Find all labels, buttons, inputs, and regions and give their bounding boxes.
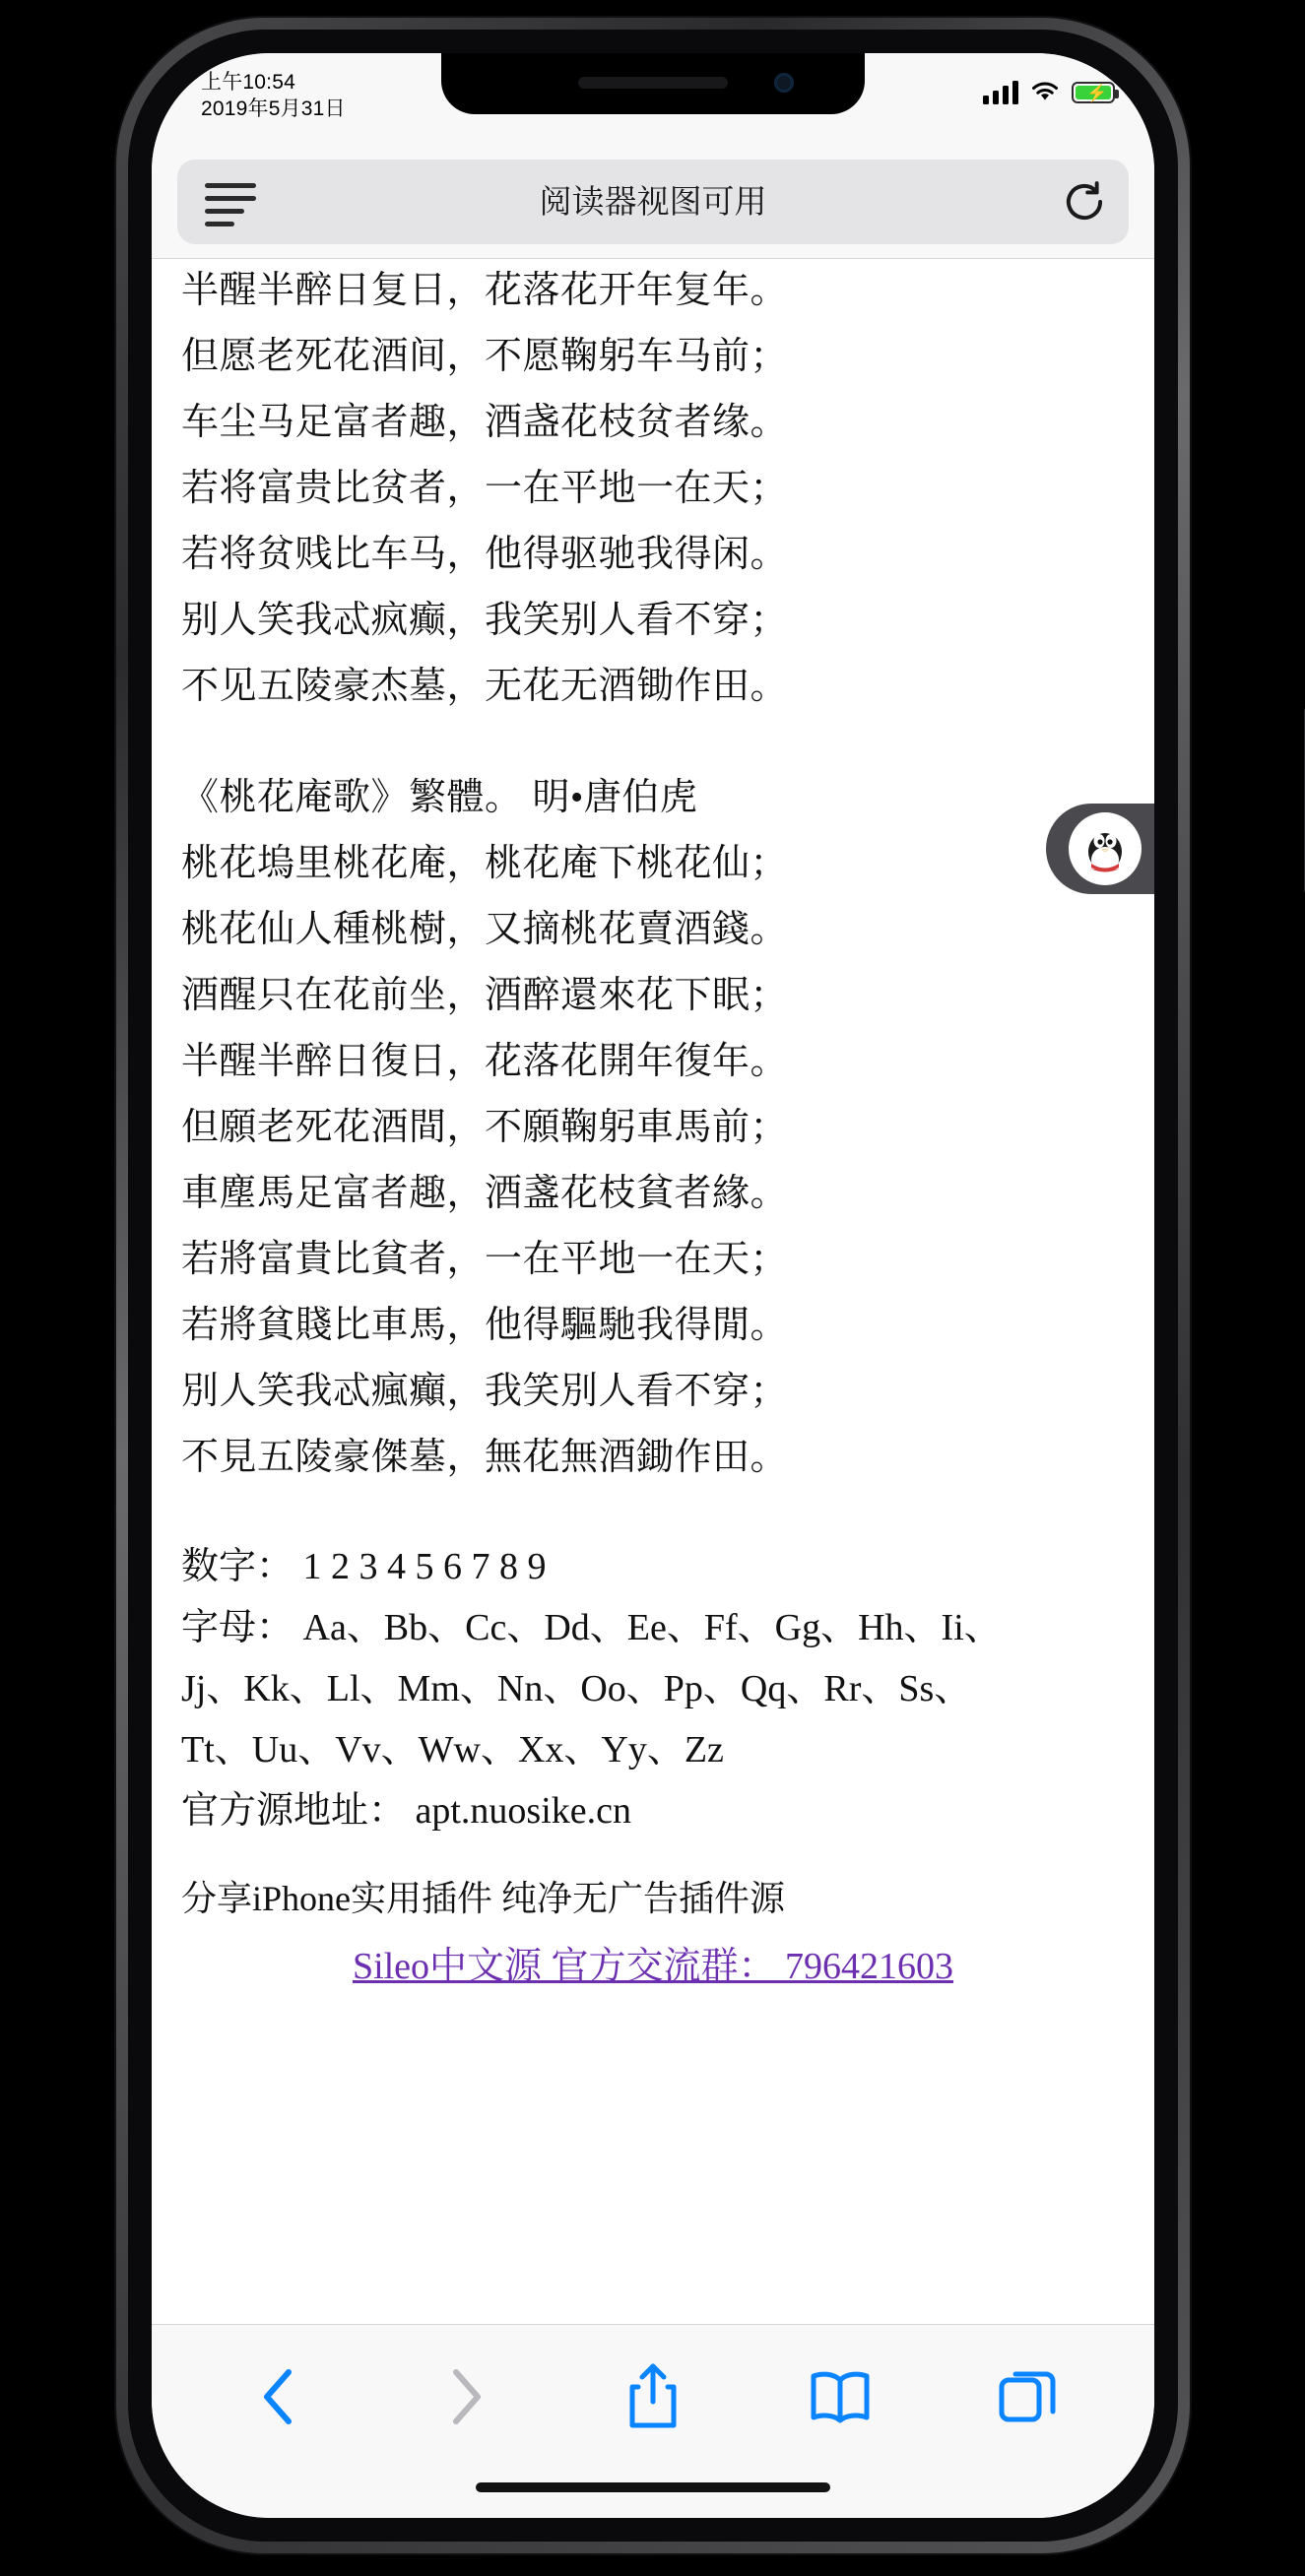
qq-group-link[interactable]: Sileo中文源 官方交流群： 796421603 <box>352 1946 954 1987</box>
poem-line: 若將富貴比貧者，一在平地一在天； <box>181 1239 789 1280</box>
browser-bottom-toolbar <box>152 2324 1154 2518</box>
notch <box>441 53 865 114</box>
poem-line: 別人笑我忒瘋癲，我笑別人看不穿； <box>181 1371 789 1412</box>
tabs-icon <box>997 2366 1058 2427</box>
web-page-content <box>152 258 1154 2325</box>
book-icon <box>808 2368 873 2425</box>
numbers-line: 数字： 1 2 3 4 5 6 7 8 9 <box>181 1546 547 1587</box>
bookmarks-button[interactable] <box>798 2354 882 2439</box>
reload-icon[interactable] <box>1062 179 1107 225</box>
earpiece-speaker <box>578 77 728 89</box>
status-indicators <box>983 81 1115 104</box>
poem-line: 但愿老死花酒间，不愿鞠躬车马前； <box>181 336 789 377</box>
status-date: 2019年5月31日 <box>201 97 346 120</box>
wifi-icon <box>1030 81 1060 104</box>
poem-line: 不见五陵豪杰墓，无花无酒锄作田。 <box>181 666 789 707</box>
spacer <box>181 1841 1125 1869</box>
phone-body <box>116 18 1190 2553</box>
share-icon <box>625 2362 681 2431</box>
chevron-right-icon <box>446 2366 486 2427</box>
address-bar[interactable] <box>177 160 1129 244</box>
poem-line: 半醒半醉日复日，花落花开年复年。 <box>181 270 789 311</box>
poem-line: 酒醒只在花前坐，酒醉還來花下眠； <box>181 975 789 1016</box>
cellular-signal-icon <box>983 81 1018 104</box>
poem-line: 不見五陵豪傑墓，無花無酒鋤作田。 <box>181 1437 789 1478</box>
poem-line: 桃花塢里桃花庵，桃花庵下桃花仙； <box>181 843 789 884</box>
home-indicator[interactable] <box>476 2482 830 2492</box>
status-clock <box>201 69 346 122</box>
letters-line: 字母： Aa、Bb、Cc、Dd、Ee、Ff、Gg、Hh、Ii、 <box>181 1607 1002 1648</box>
source-address-line: 官方源地址： apt.nuosike.cn <box>181 1790 632 1832</box>
letters-line: Jj、Kk、Ll、Mm、Nn、Oo、Pp、Qq、Rr、Ss、 <box>181 1668 972 1709</box>
phone-bezel <box>128 30 1178 2542</box>
spacer <box>181 1491 1125 1536</box>
spacer <box>181 720 1125 765</box>
poem-line: 若将富贵比贫者，一在平地一在天； <box>181 468 789 509</box>
poem-line: 但願老死花酒間，不願鞠躬車馬前； <box>181 1107 789 1148</box>
front-camera-icon <box>774 73 794 93</box>
poem-line: 别人笑我忒疯癫，我笑别人看不穿； <box>181 600 789 641</box>
battery-icon: ⚡ <box>1072 82 1115 103</box>
address-bar-title: 阅读器视图可用 <box>539 183 767 220</box>
letters-line: Tt、Uu、Vv、Ww、Xx、Yy、Zz <box>181 1729 724 1771</box>
share-button[interactable] <box>611 2354 695 2439</box>
status-time: 上午10:54 <box>201 71 295 94</box>
qq-float-widget[interactable] <box>1046 804 1154 894</box>
phone-screen <box>152 53 1154 2518</box>
share-tagline: 分享iPhone实用插件 纯净无广告插件源 <box>181 1879 786 1918</box>
poem-line: 若將貧賤比車馬，他得驅馳我得閒。 <box>181 1305 789 1346</box>
poem-line: 桃花仙人種桃樹，又摘桃花賣酒錢。 <box>181 909 789 950</box>
browser-top-bar <box>152 148 1154 259</box>
traditional-title: 《桃花庵歌》繁體。 明•唐伯虎 <box>181 777 698 818</box>
forward-button[interactable] <box>424 2354 508 2439</box>
back-button[interactable] <box>236 2354 321 2439</box>
poem-line: 車塵馬足富者趣，酒盞花枝貧者緣。 <box>181 1173 789 1214</box>
poem-line: 半醒半醉日復日，花落花開年復年。 <box>181 1041 789 1082</box>
poem-line: 若将贫贱比车马，他得驱驰我得闲。 <box>181 534 789 575</box>
qq-penguin-icon[interactable] <box>1069 812 1142 885</box>
chevron-left-icon <box>259 2366 298 2427</box>
poem-line: 车尘马足富者趣，酒盏花枝贫者缘。 <box>181 402 789 443</box>
tabs-button[interactable] <box>985 2354 1070 2439</box>
